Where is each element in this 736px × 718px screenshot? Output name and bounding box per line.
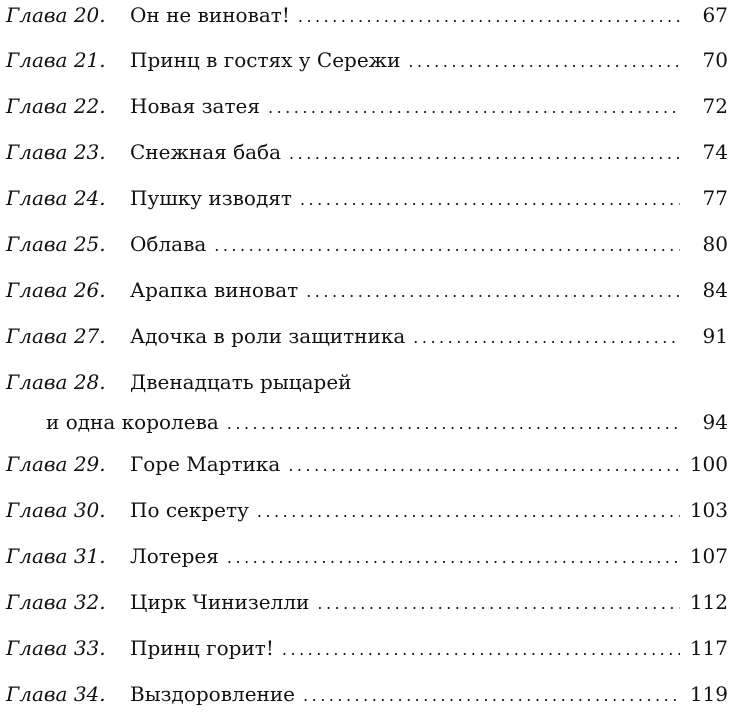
page-number: 91: [702, 324, 728, 348]
chapter-title: Он не виноват!: [130, 3, 290, 27]
chapter-title: Выздоровление: [130, 682, 296, 706]
toc-entry: [6, 672, 728, 718]
chapter-number: Глава 31.: [6, 544, 106, 568]
chapter-number: Глава 29.: [6, 452, 106, 476]
chapter-number: Глава 20.: [6, 3, 106, 27]
chapter-number: Глава 32.: [6, 590, 106, 614]
chapter-title: Горе Мартика: [130, 452, 281, 476]
page-number: 70: [702, 48, 728, 72]
toc-entry: [6, 360, 728, 446]
chapter-number: Глава 27.: [6, 324, 106, 348]
page-number: 100: [689, 452, 728, 476]
chapter-number: Глава 34.: [6, 682, 106, 706]
chapter-number: Глава 33.: [6, 636, 106, 660]
page-number: 107: [689, 544, 728, 568]
leader-dots: [303, 674, 680, 718]
toc-entry: [6, 38, 728, 84]
chapter-number: Глава 28.: [6, 370, 106, 394]
leader-dots: [227, 402, 680, 446]
chapter-title: Пушку изводят: [130, 186, 292, 210]
chapter-title: Цирк Чинизелли: [130, 590, 310, 614]
leader-dots: [288, 444, 680, 488]
page-number: 77: [702, 186, 728, 210]
leader-dots: [227, 536, 680, 580]
leader-dots: [268, 86, 680, 130]
chapter-title-continuation: и одна королева: [46, 410, 219, 434]
chapter-number: Глава 26.: [6, 278, 106, 302]
chapter-title: Снежная баба: [130, 140, 282, 164]
toc-entry: [6, 626, 728, 672]
toc-entry: [6, 0, 728, 39]
chapter-number: Глава 25.: [6, 232, 106, 256]
leader-dots: [408, 40, 680, 84]
leader-dots: [300, 178, 680, 222]
leader-dots: [317, 582, 680, 626]
chapter-title: Арапка виноват: [130, 278, 299, 302]
chapter-number: Глава 30.: [6, 498, 106, 522]
leader-dots: [306, 270, 680, 314]
page-number: 119: [689, 682, 728, 706]
chapter-title: Принц горит!: [130, 636, 274, 660]
leader-dots: [257, 490, 680, 534]
toc-entry: [6, 534, 728, 580]
leader-dots: [289, 132, 680, 176]
toc-entry: [6, 268, 728, 314]
chapter-title: Двенадцать рыцарей: [130, 370, 352, 394]
toc-entry: [6, 84, 728, 130]
page-number: 112: [689, 590, 728, 614]
chapter-title: Облава: [130, 232, 207, 256]
chapter-title: Лотерея: [130, 544, 219, 568]
page-number: 94: [702, 410, 728, 434]
leader-dots: [214, 224, 680, 268]
chapter-number: Глава 21.: [6, 48, 106, 72]
toc-entry: [6, 488, 728, 534]
page-number: 72: [702, 94, 728, 118]
chapter-number: Глава 22.: [6, 94, 106, 118]
toc-entry: [6, 580, 728, 626]
chapter-title: Принц в гостях у Сережи: [130, 48, 401, 72]
toc-entry: [6, 130, 728, 176]
chapter-title: По секрету: [130, 498, 249, 522]
leader-dots: [413, 316, 680, 360]
leader-dots: [282, 628, 680, 672]
chapter-number: Глава 23.: [6, 140, 106, 164]
page-number: 117: [689, 636, 728, 660]
page-number: 84: [702, 278, 728, 302]
toc-entry: [6, 176, 728, 222]
chapter-number: Глава 24.: [6, 186, 106, 210]
toc-entry: [6, 222, 728, 268]
page-number: 74: [702, 140, 728, 164]
leader-dots: [298, 0, 680, 39]
page-number: 80: [702, 232, 728, 256]
toc-entry: [6, 314, 728, 360]
toc-entry: [6, 442, 728, 488]
page-number: 67: [702, 3, 728, 27]
chapter-title: Новая затея: [130, 94, 260, 118]
chapter-title: Адочка в роли защитника: [130, 324, 406, 348]
page-number: 103: [689, 498, 728, 522]
